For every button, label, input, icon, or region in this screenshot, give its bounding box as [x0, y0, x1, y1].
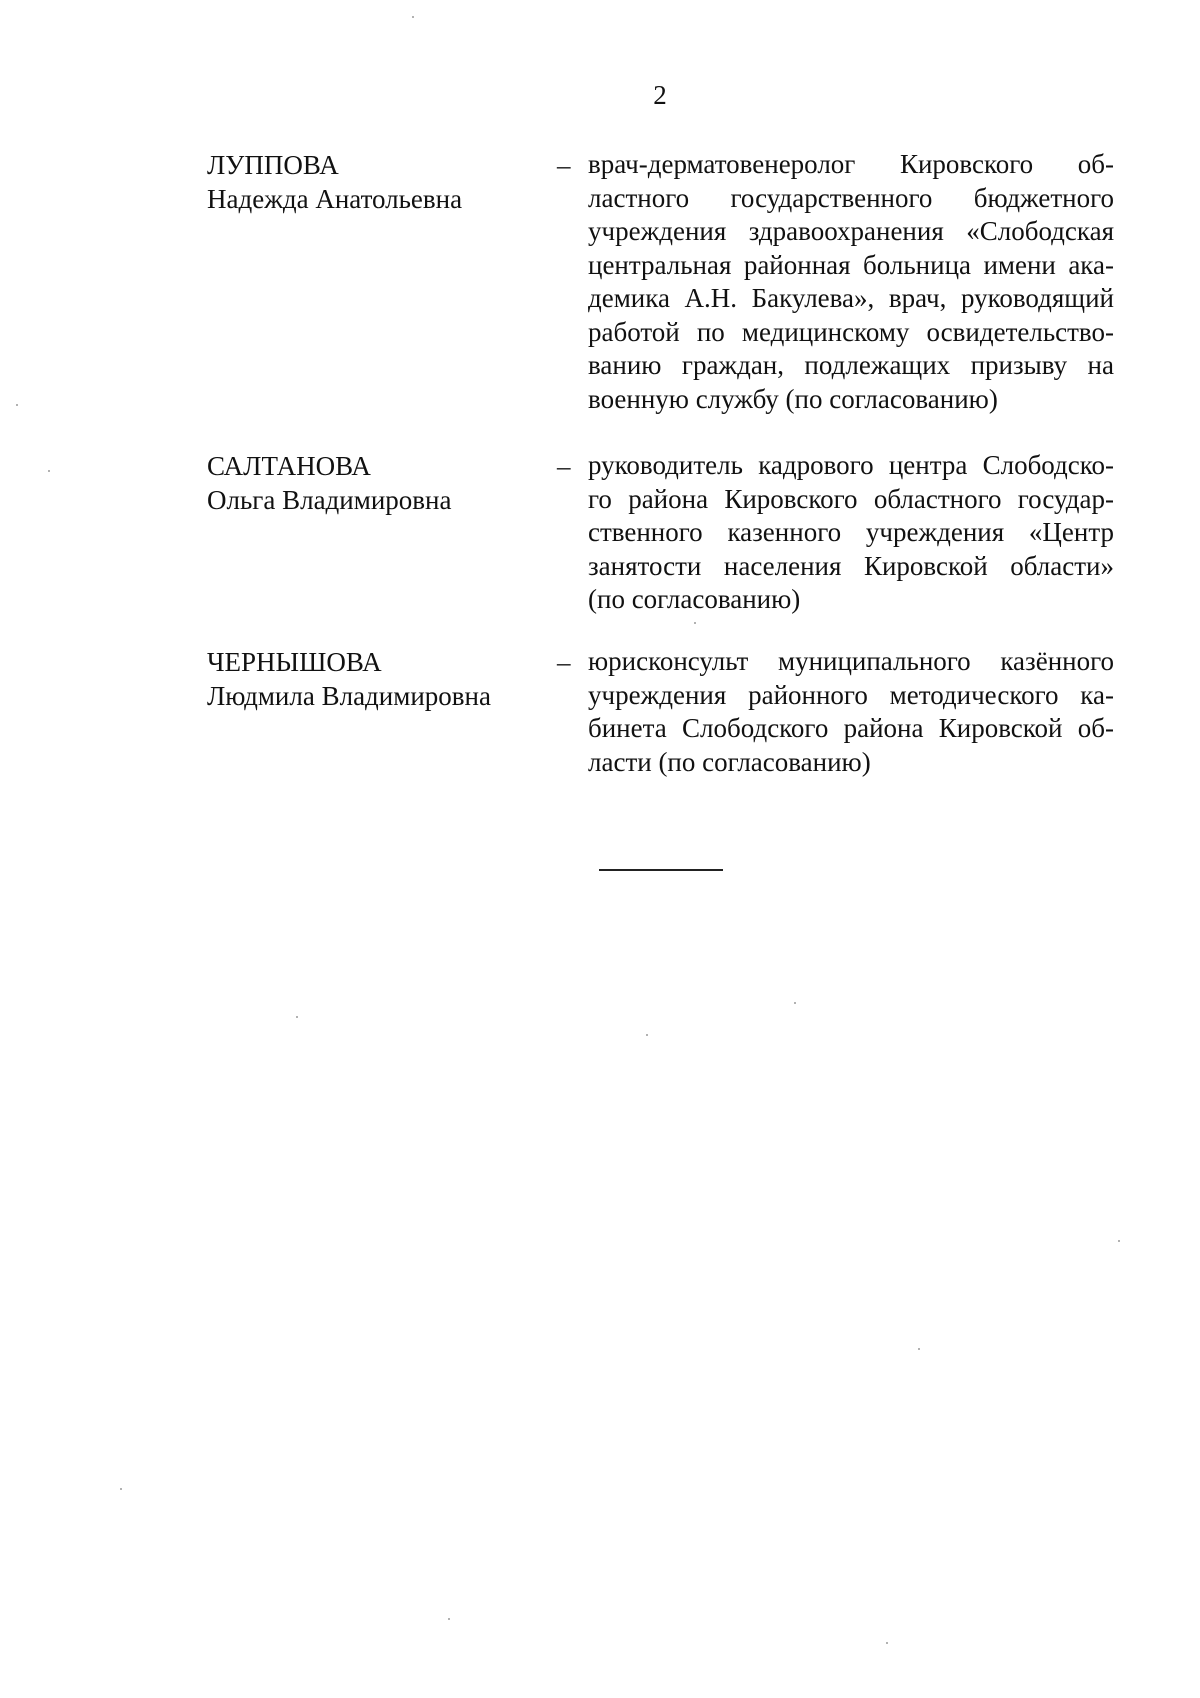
role-line: учреждения здравоохранения «Слободская: [588, 216, 1114, 246]
role-line: ласти (по согласованию): [588, 746, 871, 777]
member-name: [207, 148, 547, 216]
scan-speck: [296, 1016, 298, 1018]
role-line: ванию граждан, подлежащих призыву на: [588, 350, 1114, 380]
member-name: [207, 645, 547, 713]
member-given-names: Ольга Владимировна: [207, 485, 452, 515]
scan-speck: [448, 1618, 450, 1620]
page-number: 2: [653, 80, 667, 110]
role-line: бинета Слободского района Кировской об-: [588, 713, 1114, 743]
scan-speck: [886, 1642, 888, 1644]
role-line: демика А.Н. Бакулева», врач, руководящий: [588, 283, 1114, 313]
member-given-names: Надежда Анатольевна: [207, 184, 463, 214]
role-line: военную службу (по согласованию): [588, 383, 998, 414]
member-surname: САЛТАНОВА: [207, 451, 371, 481]
role-line: учреждения районного методического ка-: [588, 679, 1114, 710]
scan-speck: [48, 470, 50, 472]
member-name: [207, 449, 547, 517]
separator-dash: –: [557, 150, 571, 180]
member-surname: ЛУППОВА: [207, 150, 339, 180]
scan-speck: [694, 622, 696, 624]
role-line: юрисконсульт муниципального казённого: [588, 646, 1114, 676]
end-of-list-rule: [599, 869, 723, 871]
role-line: руководитель кадрового центра Слободско-: [588, 450, 1114, 480]
role-line: го района Кировского областного государ-: [588, 483, 1114, 514]
scan-speck: [412, 16, 414, 18]
role-line: ластного государственного бюджетного: [588, 182, 1114, 213]
scan-speck: [794, 1002, 796, 1004]
member-role: [588, 449, 1114, 617]
member-surname: ЧЕРНЫШОВА: [207, 647, 382, 677]
separator-dash: –: [557, 647, 571, 677]
role-line: работой по медицинскому освидетельство-: [588, 316, 1114, 347]
member-role: [588, 645, 1114, 779]
scan-speck: [16, 404, 18, 406]
role-line: занятости населения Кировской области»: [588, 550, 1114, 581]
member-role: [588, 148, 1114, 416]
role-line: ственного казенного учреждения «Центр: [588, 517, 1114, 547]
role-line: (по согласованию): [588, 584, 801, 614]
scan-speck: [918, 1348, 920, 1350]
scan-speck: [646, 1034, 648, 1036]
member-given-names: Людмила Владимировна: [207, 681, 491, 711]
scan-speck: [120, 1488, 122, 1490]
scan-speck: [1118, 1240, 1120, 1242]
separator-dash: –: [557, 451, 571, 481]
role-line: центральная районная больница имени ака-: [588, 249, 1114, 280]
role-line: врач-дерматовенеролог Кировского об-: [588, 149, 1114, 179]
